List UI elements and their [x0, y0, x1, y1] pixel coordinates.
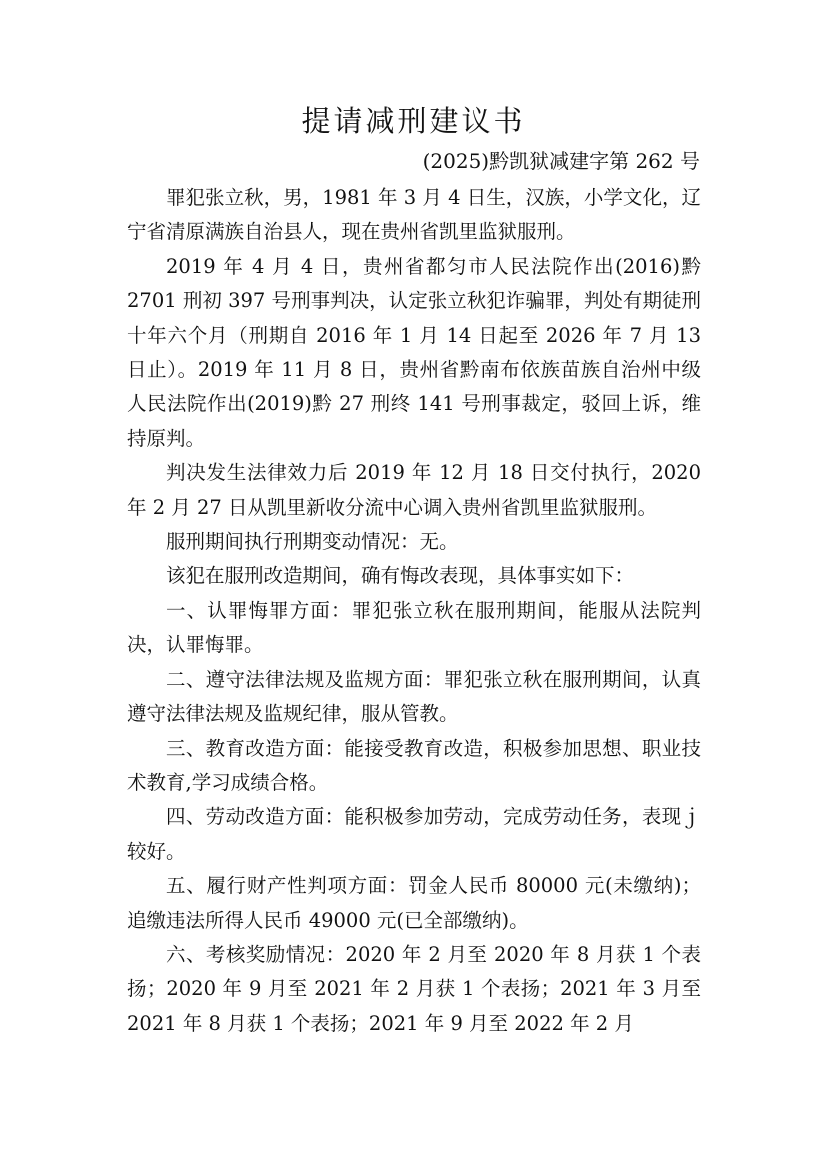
- paragraph-criminal-info: 罪犯张立秋，男，1981 年 3 月 4 日生，汉族，小学文化，辽宁省清原满族自治县人，现在贵州省凯里监狱服刑。: [127, 186, 701, 244]
- document-body: [127, 181, 701, 1041]
- paragraph-execution: 判决发生法律效力后 2019 年 12 月 18 日交付执行，2020 年 2 月 27 日从凯里新收分流中心调入贵州省凯里监狱服刑。: [127, 461, 701, 519]
- paragraph-education: 三、教育改造方面：能接受教育改造，积极参加思想、职业技术教育,学习成绩合格。: [127, 736, 701, 794]
- document-number: (2025)黔凯狱减建字第 262 号: [422, 149, 700, 173]
- paragraph-rewards: 六、考核奖励情况：2020 年 2 月至 2020 年 8 月获 1 个表扬；2020 年 9 月至 2021 年 2 月获 1 个表扬；2021 年 3 月至 2021 年 8 月获 1 个表扬；2021 年 9 月至 2022 年 2 月: [127, 942, 701, 1035]
- document-title: 提请减刑建议书: [301, 104, 526, 138]
- paragraph-repentance: 一、认罪悔罪方面：罪犯张立秋在服刑期间，能服从法院判决，认罪悔罪。: [127, 598, 701, 657]
- paragraph-facts-intro: 该犯在服刑改造期间，确有悔改表现，具体事实如下：: [166, 564, 635, 588]
- paragraph-property: 五、履行财产性判项方面：罚金人民币 80000 元(未缴纳)；追缴违法所得人民币 49000 元(已全部缴纳)。: [127, 874, 701, 932]
- paragraph-judgment: 2019 年 4 月 4 日，贵州省都匀市人民法院作出(2016)黔 2701 刑初 397 号刑事判决，认定张立秋犯诈骗罪，判处有期徒刑十年六个月（刑期自 2016 年 1 月 14 日起至 2026 年 7 月 13 日止）。2019 年 11 月 8 日，贵州省黔南布依族苗族自治州中级人民法院作出(2019)黔 27 刑终 141 号刑事裁定，驳回上诉，维持原判。: [127, 254, 701, 450]
- paragraph-discipline: 二、遵守法律法规及监规方面：罪犯张立秋在服刑期间，认真遵守法律法规及监规纪律，服从管教。: [127, 667, 701, 726]
- paragraph-sentence-changes: 服刑期间执行刑期变动情况：无。: [166, 530, 459, 554]
- paragraph-labor: 四、劳动改造方面：能积极参加劳动，完成劳动任务，表现ｊ较好。: [127, 805, 701, 863]
